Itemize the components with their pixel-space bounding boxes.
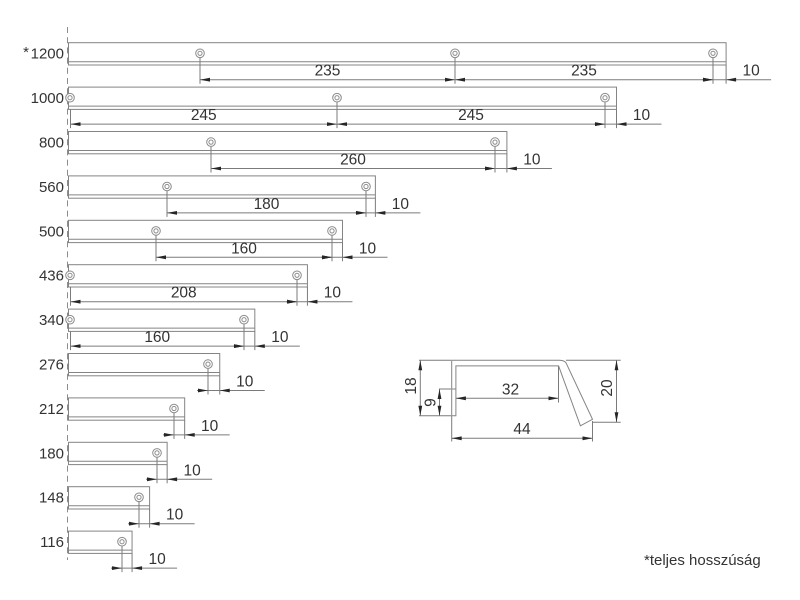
dim-arrow	[327, 122, 337, 126]
dim-arrow	[615, 412, 619, 422]
length-label: 1200	[30, 45, 64, 63]
dimension-label: 180	[253, 195, 280, 213]
dim-arrow	[455, 78, 465, 82]
dim-arrow	[71, 344, 81, 348]
dimension-label: 10	[391, 195, 410, 213]
dimension-label: 160	[231, 240, 257, 258]
length-label: 436	[38, 267, 64, 285]
dim-arrow	[132, 566, 142, 570]
screw-hole	[328, 227, 337, 236]
length-label: 500	[38, 223, 64, 241]
asterisk-note-mark: *	[23, 44, 29, 62]
dim-arrow	[507, 167, 517, 171]
dim-arrow	[234, 344, 244, 348]
dim-arrow	[456, 396, 466, 400]
dim-arrow	[185, 433, 195, 437]
screw-hole	[293, 271, 302, 280]
profile-row-500	[39, 220, 388, 261]
length-label: 276	[38, 356, 64, 374]
screw-hole	[601, 93, 610, 102]
dimension-label: 10	[523, 151, 541, 169]
dimension-label: 235	[314, 62, 341, 80]
dim-arrow	[485, 167, 495, 171]
dim-arrow	[418, 360, 422, 370]
dimension-label: 20	[599, 379, 616, 397]
screw-hole	[66, 271, 75, 280]
dim-arrow	[726, 78, 736, 82]
dimension-label: 32	[501, 381, 520, 399]
screw-hole	[66, 93, 75, 102]
screw-hole	[66, 315, 75, 324]
dim-arrow	[322, 255, 332, 259]
dimension-label: 10	[323, 284, 342, 302]
dim-arrow	[112, 566, 122, 570]
dimension-label: 9	[422, 398, 440, 407]
dim-arrow	[617, 122, 627, 126]
dimension-label: 10	[183, 462, 201, 480]
length-label: 148	[38, 489, 64, 507]
profile-row-276	[39, 354, 265, 395]
dim-arrow	[307, 300, 317, 304]
screw-hole	[204, 360, 213, 369]
dimension-label: 260	[340, 151, 366, 169]
profile-row-436	[39, 265, 352, 306]
dim-arrow	[200, 78, 210, 82]
screw-hole	[135, 493, 144, 502]
dimension-label: 18	[403, 377, 420, 395]
profile-cross-section	[452, 360, 593, 426]
dim-arrow	[438, 389, 442, 399]
length-label: 116	[40, 534, 64, 552]
screw-hole	[451, 49, 460, 58]
dimension-label: 235	[571, 62, 597, 80]
dimension-label: 10	[236, 373, 254, 391]
screw-hole	[709, 49, 718, 58]
dim-arrow	[356, 211, 366, 215]
length-label: 800	[38, 134, 64, 152]
dim-arrow	[71, 300, 81, 304]
profile-row-116	[40, 531, 177, 572]
dimension-label: 208	[170, 284, 197, 302]
length-label: 1000	[30, 90, 64, 108]
screw-hole	[207, 138, 216, 147]
dim-arrow	[129, 522, 139, 526]
dim-arrow	[167, 477, 177, 481]
dim-arrow	[287, 300, 297, 304]
dim-arrow	[164, 433, 174, 437]
screw-hole	[333, 93, 342, 102]
dim-arrow	[375, 211, 385, 215]
dim-arrow	[156, 255, 166, 259]
dimension-label: 44	[513, 421, 531, 438]
dimension-label: 10	[165, 506, 184, 524]
dim-arrow	[343, 255, 353, 259]
length-label: 340	[38, 312, 64, 330]
profile-row-1000	[31, 87, 662, 128]
dimension-label: 10	[271, 329, 289, 347]
dimension-label: 245	[458, 107, 484, 125]
screw-hole	[196, 49, 205, 58]
length-label: 212	[38, 400, 64, 418]
screw-hole	[118, 537, 127, 546]
dim-arrow	[703, 78, 713, 82]
dimension-label: 10	[148, 551, 166, 569]
dimension-label: 10	[201, 417, 219, 435]
screw-hole	[240, 315, 249, 324]
dim-arrow	[167, 211, 177, 215]
screw-hole	[153, 449, 162, 458]
screw-hole	[163, 182, 172, 191]
profile-row-180	[39, 442, 212, 483]
screw-hole	[170, 404, 179, 413]
cross-section-detail	[403, 360, 621, 441]
length-label: 560	[38, 178, 64, 196]
dim-arrow	[220, 389, 230, 393]
profile-row-148	[39, 487, 195, 528]
dimension-label: 10	[742, 62, 760, 80]
dim-arrow	[452, 436, 462, 440]
dim-arrow	[255, 344, 265, 348]
screw-hole	[491, 138, 500, 147]
screw-hole	[362, 182, 371, 191]
dim-arrow	[445, 78, 455, 82]
dim-arrow	[583, 436, 593, 440]
dim-arrow	[211, 167, 221, 171]
profile-row-800	[39, 132, 552, 173]
dimension-label: 245	[190, 107, 217, 125]
profile-row-340	[39, 309, 300, 350]
screw-hole	[152, 227, 161, 236]
dim-arrow	[549, 396, 559, 400]
dim-arrow	[198, 389, 208, 393]
footnote: *teljes hosszúság	[644, 552, 761, 569]
dim-arrow	[71, 122, 81, 126]
dim-arrow	[147, 477, 157, 481]
dimension-label: 10	[358, 240, 377, 258]
profile-row-1200	[23, 43, 771, 84]
dimension-label: 10	[632, 107, 651, 125]
dimension-label: 160	[144, 329, 171, 347]
length-label: 180	[38, 445, 64, 463]
dim-arrow	[595, 122, 605, 126]
profile-row-560	[39, 176, 420, 217]
dim-arrow	[337, 122, 347, 126]
dim-arrow	[615, 360, 619, 370]
dim-arrow	[150, 522, 160, 526]
